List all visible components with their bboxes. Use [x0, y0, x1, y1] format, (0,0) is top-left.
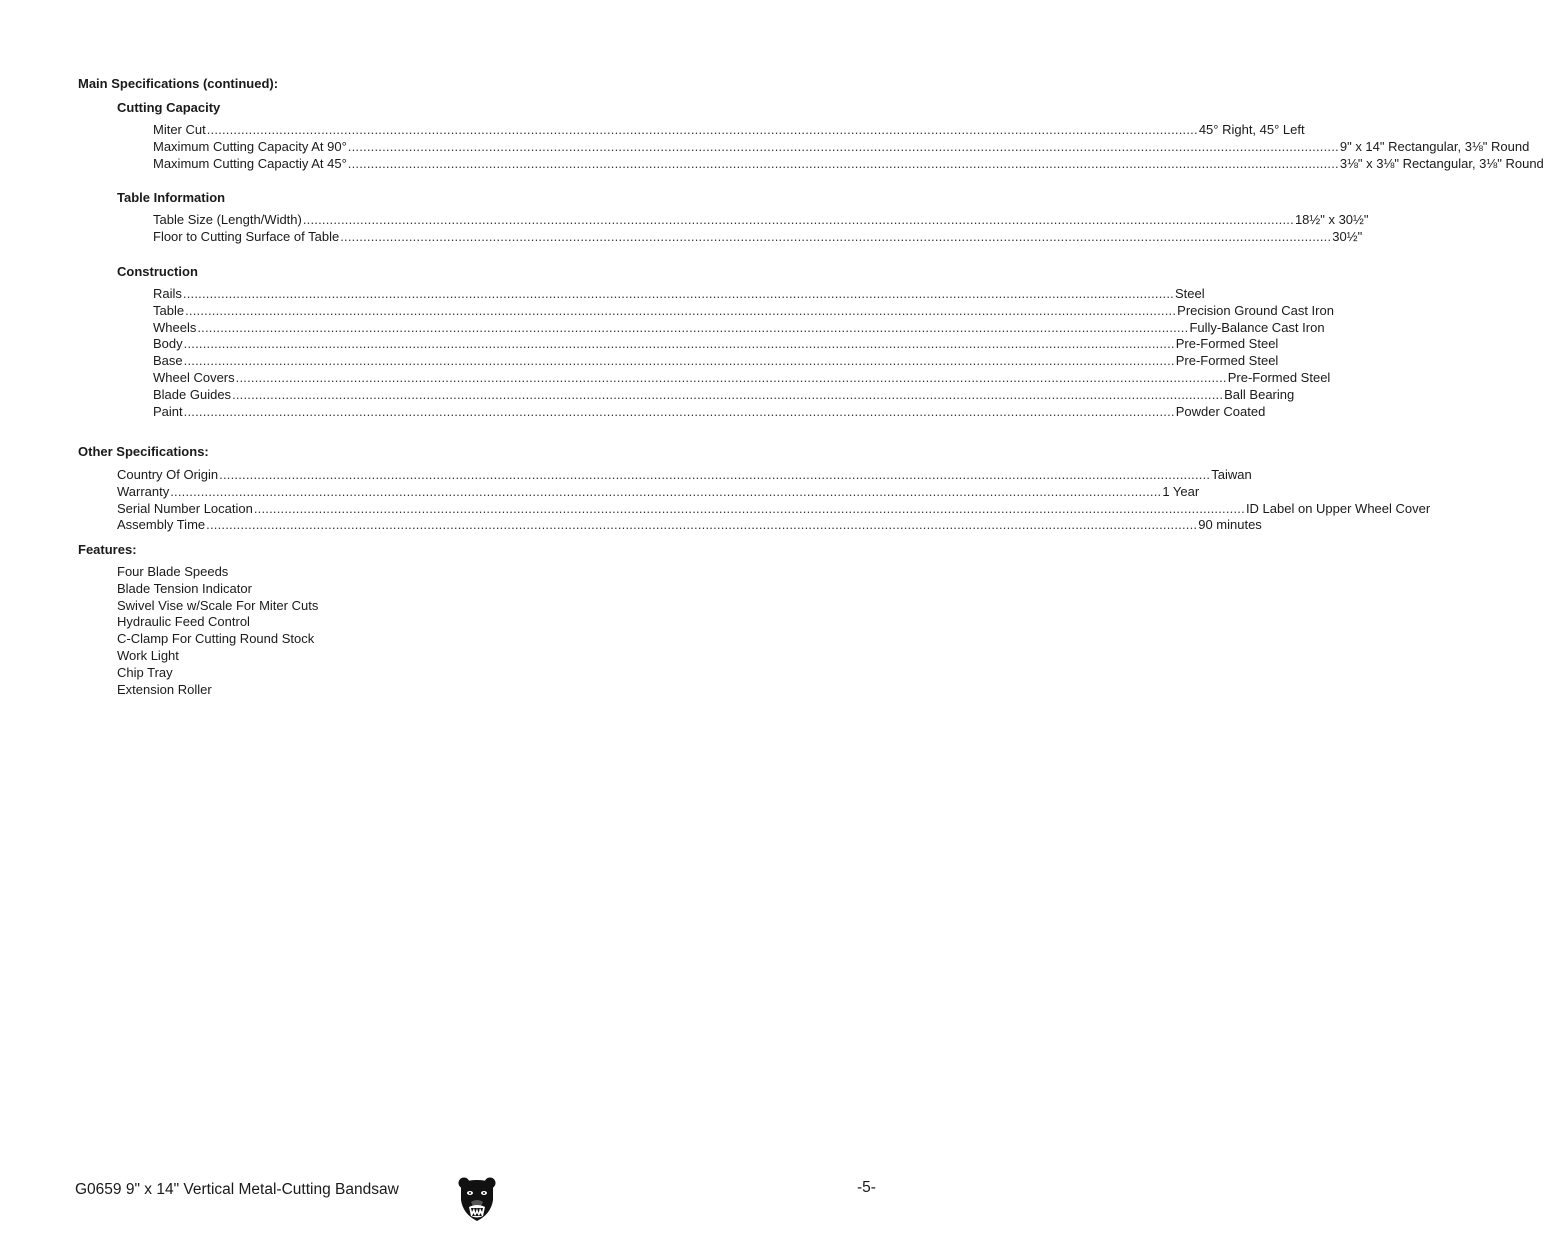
- cutting-capacity-list: [153, 122, 1544, 172]
- spec-row: Table Size (Length/Width) .................................................................................................................................................................................................................................................................... 18½" x 30½": [153, 212, 1369, 227]
- spec-row: Table .................................................................................................................................................................................................................................................................... Precision Ground Cast Iron: [153, 302, 1334, 318]
- leader-dots: ....................................................................................................................................................................................................................................................................: [206, 122, 1198, 137]
- main-specs-heading: Main Specifications (continued):: [78, 76, 279, 91]
- other-specs-list: [117, 467, 1431, 534]
- leader-dots: ....................................................................................................................................................................................................................................................................: [302, 212, 1294, 227]
- list-item: Work Light: [117, 647, 179, 663]
- list-item: Four Blade Speeds: [117, 564, 229, 579]
- spec-row: Maximum Cutting Capactiy At 45° .................................................................................................................................................................................................................................................................... 3⅛" x 3⅛" Rectangular, 3⅛" Round: [153, 155, 1544, 171]
- leader-dots: ....................................................................................................................................................................................................................................................................: [182, 286, 1174, 301]
- cutting-capacity-heading: Cutting Capacity: [117, 100, 221, 115]
- list-item: Hydraulic Feed Control: [117, 614, 250, 630]
- other-specs-heading: Other Specifications:: [78, 444, 209, 459]
- spec-row: Miter Cut .................................................................................................................................................................................................................................................................... 45° Right, 45° Left: [153, 122, 1305, 137]
- spec-row: Blade Guides .................................................................................................................................................................................................................................................................... Ball Bearing: [153, 386, 1295, 402]
- spec-row: Wheel Covers .................................................................................................................................................................................................................................................................... Pre-Formed Steel: [153, 369, 1331, 385]
- leader-dots: ....................................................................................................................................................................................................................................................................: [253, 500, 1245, 516]
- leader-dots: ....................................................................................................................................................................................................................................................................: [347, 155, 1339, 171]
- leader-dots: ....................................................................................................................................................................................................................................................................: [183, 353, 1175, 369]
- spec-row: Serial Number Location .................................................................................................................................................................................................................................................................... ID Label on Upper Wheel Cover: [117, 500, 1431, 516]
- footer-title: G0659 9" x 14" Vertical Metal-Cutting Bandsaw: [75, 1181, 399, 1198]
- features-heading: Features:: [78, 542, 137, 557]
- spec-row: Body .................................................................................................................................................................................................................................................................... Pre-Formed Steel: [153, 336, 1279, 352]
- spec-row: Wheels .................................................................................................................................................................................................................................................................... Fully-Balance Cast Iron: [153, 319, 1325, 335]
- list-item: Blade Tension Indicator: [117, 580, 252, 596]
- spec-row: Base .................................................................................................................................................................................................................................................................... Pre-Formed Steel: [153, 353, 1279, 369]
- leader-dots: ....................................................................................................................................................................................................................................................................: [219, 467, 1211, 482]
- bear-head-icon: [457, 1176, 497, 1222]
- leader-dots: ....................................................................................................................................................................................................................................................................: [183, 403, 1175, 419]
- leader-dots: ....................................................................................................................................................................................................................................................................: [170, 483, 1162, 499]
- table-info-heading: Table Information: [117, 190, 226, 205]
- spec-row: Assembly Time .................................................................................................................................................................................................................................................................... 90 minutes: [117, 517, 1262, 533]
- leader-dots: ....................................................................................................................................................................................................................................................................: [340, 228, 1332, 244]
- list-item: Extension Roller: [117, 681, 212, 697]
- spec-row: Warranty .................................................................................................................................................................................................................................................................... 1 Year: [117, 483, 1200, 499]
- leader-dots: ....................................................................................................................................................................................................................................................................: [206, 517, 1198, 533]
- list-item: C-Clamp For Cutting Round Stock: [117, 631, 315, 647]
- spec-row: Country Of Origin .................................................................................................................................................................................................................................................................... Taiwan: [117, 467, 1252, 482]
- leader-dots: ....................................................................................................................................................................................................................................................................: [197, 319, 1189, 335]
- spec-row: Rails .................................................................................................................................................................................................................................................................... Steel: [153, 286, 1205, 301]
- list-item: Swivel Vise w/Scale For Miter Cuts: [117, 597, 319, 613]
- spec-row: Paint .................................................................................................................................................................................................................................................................... Powder Coated: [153, 403, 1266, 419]
- leader-dots: ....................................................................................................................................................................................................................................................................: [235, 369, 1227, 385]
- spec-row: Floor to Cutting Surface of Table .................................................................................................................................................................................................................................................................... 30½": [153, 228, 1363, 244]
- leader-dots: ....................................................................................................................................................................................................................................................................: [185, 302, 1177, 318]
- features-list: [117, 564, 318, 698]
- construction-list: [153, 286, 1334, 420]
- leader-dots: ....................................................................................................................................................................................................................................................................: [347, 138, 1339, 154]
- leader-dots: ....................................................................................................................................................................................................................................................................: [232, 386, 1224, 402]
- construction-heading: Construction: [117, 264, 198, 279]
- page-number: -5-: [857, 1179, 876, 1196]
- list-item: Chip Tray: [117, 664, 173, 680]
- table-info-list: [153, 212, 1369, 246]
- leader-dots: ....................................................................................................................................................................................................................................................................: [183, 336, 1175, 352]
- spec-row: Maximum Cutting Capacity At 90° .................................................................................................................................................................................................................................................................... 9" x 14" Rectangular, 3⅛" Round: [153, 138, 1530, 154]
